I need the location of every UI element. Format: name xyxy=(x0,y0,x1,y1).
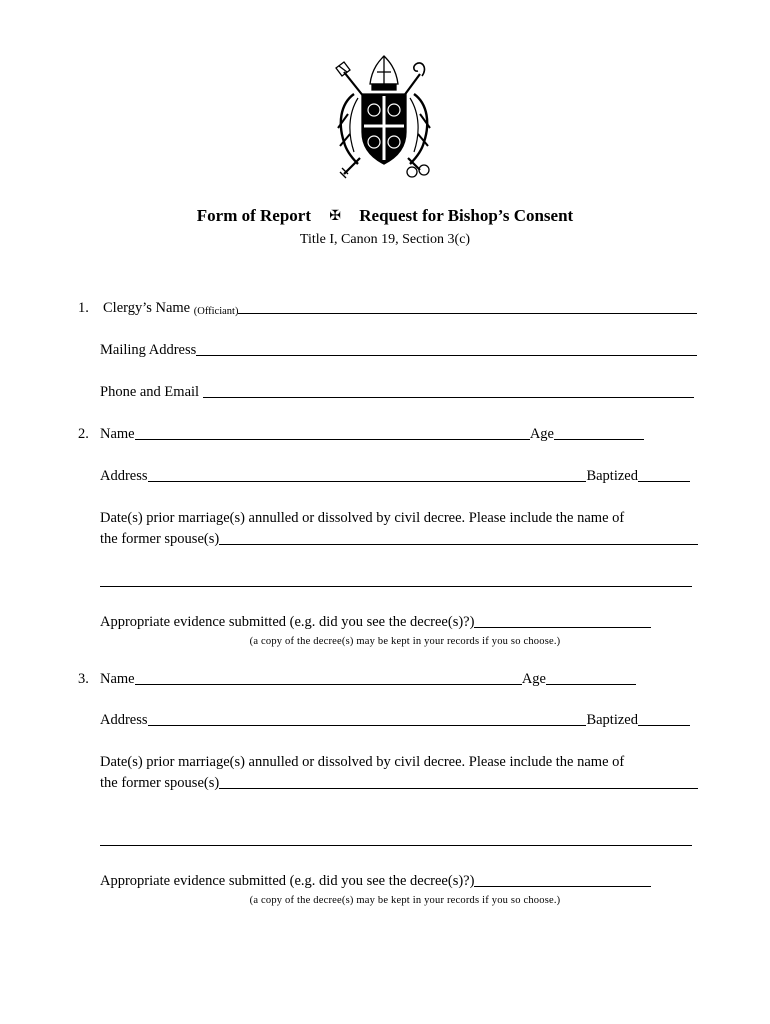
section-2-former-spouse-field[interactable] xyxy=(219,543,698,545)
mailing-address-row xyxy=(100,342,697,359)
section-3-number: 3. xyxy=(78,671,89,687)
section-3-age-label: Age xyxy=(521,671,546,687)
form-title xyxy=(0,206,770,226)
section-2-address-field[interactable] xyxy=(148,480,587,482)
section-2-age-field[interactable] xyxy=(554,438,644,440)
section-2-note: (a copy of the decree(s) may be kept in your records if you so choose.) xyxy=(249,636,561,647)
section-2-baptized-label: Baptized xyxy=(586,468,638,484)
section-2-evidence-row xyxy=(100,614,651,631)
section-2-former-spouse-label: the former spouse(s) xyxy=(100,531,220,547)
section-3-former-spouse-row xyxy=(100,775,698,792)
clergy-name-field[interactable] xyxy=(238,312,697,314)
maltese-cross-icon: ✠ xyxy=(329,209,342,224)
section-3-baptized-field[interactable] xyxy=(638,724,690,726)
mailing-address-label: Mailing Address xyxy=(100,342,197,358)
section-3-address-field[interactable] xyxy=(148,724,587,726)
section-3-address-row xyxy=(100,712,690,729)
section-2-name-label: Name xyxy=(100,426,135,442)
section-3-evidence-row xyxy=(100,873,651,890)
section-3-note: (a copy of the decree(s) may be kept in your records if you so choose.) xyxy=(249,895,561,906)
section-2-baptized-field[interactable] xyxy=(638,480,690,482)
section-2-name-field[interactable] xyxy=(135,438,530,440)
section-2-former-spouse-row xyxy=(100,531,698,548)
section-3-name-field[interactable] xyxy=(135,683,522,685)
phone-email-row xyxy=(100,384,694,401)
section-3-former-spouse-label: the former spouse(s) xyxy=(100,775,220,791)
clergy-name-row xyxy=(103,300,697,317)
section-2-address-label: Address xyxy=(100,468,148,484)
phone-email-field[interactable] xyxy=(203,396,694,398)
section-2-age-label: Age xyxy=(529,426,554,442)
section-3-former-spouse-extra-line[interactable] xyxy=(100,845,692,846)
section-2-former-spouse-extra-line[interactable] xyxy=(100,586,692,587)
section-3-evidence-label: Appropriate evidence submitted (e.g. did you see the decree(s)?) xyxy=(100,873,475,889)
section-2-address-row xyxy=(100,468,690,485)
section-3-former-spouse-field[interactable] xyxy=(219,787,698,789)
section-3-evidence-field[interactable] xyxy=(474,885,651,887)
section-3-name-row xyxy=(100,671,636,688)
section-3-name-label: Name xyxy=(100,671,135,687)
section-2-evidence-field[interactable] xyxy=(474,626,651,628)
title-right: Request for Bishop’s Consent xyxy=(359,206,574,225)
section-3-age-field[interactable] xyxy=(546,683,636,685)
phone-email-label: Phone and Email xyxy=(100,384,200,400)
clergy-name-sublabel: (Officiant) xyxy=(193,306,239,317)
section-3-address-label: Address xyxy=(100,712,148,728)
form-subtitle: Title I, Canon 19, Section 3(c) xyxy=(299,232,471,247)
section-2-number: 2. xyxy=(78,426,89,442)
section-2-evidence-label: Appropriate evidence submitted (e.g. did you see the decree(s)?) xyxy=(100,614,475,630)
section-2-name-row xyxy=(100,426,644,443)
mailing-address-field[interactable] xyxy=(196,354,697,356)
diocesan-coat-of-arms-icon xyxy=(330,54,438,182)
title-left: Form of Report xyxy=(196,206,312,225)
section-3-prior-marriage-text: Date(s) prior marriage(s) annulled or dissolved by civil decree. Please include the name of xyxy=(100,754,625,770)
section-2-prior-marriage-text: Date(s) prior marriage(s) annulled or dissolved by civil decree. Please include the name of xyxy=(100,510,625,526)
clergy-name-label: Clergy’s Name xyxy=(103,300,191,316)
section-3-baptized-label: Baptized xyxy=(586,712,638,728)
section-1-number: 1. xyxy=(78,300,89,316)
